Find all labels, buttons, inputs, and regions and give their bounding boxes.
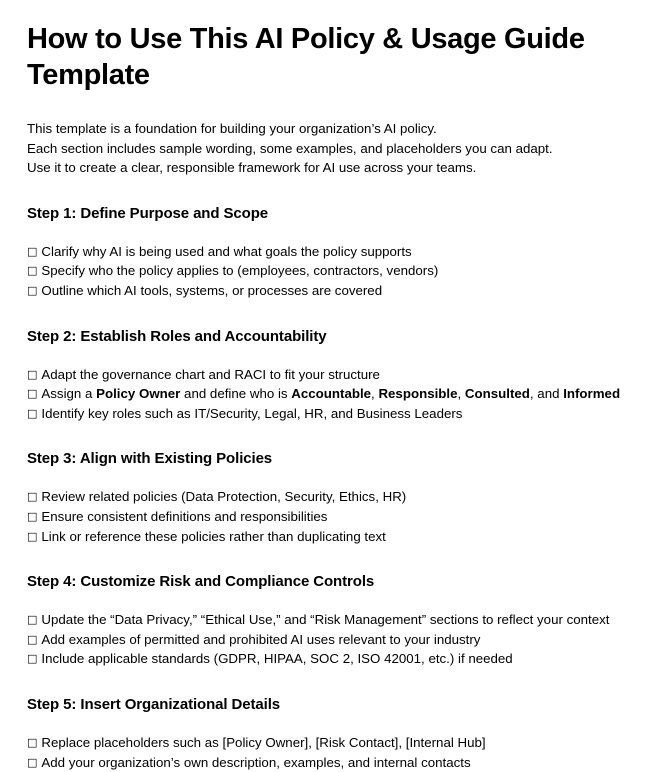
checkbox-icon[interactable]: □ [27, 632, 38, 646]
step-heading: Step 4: Customize Risk and Compliance Controls [27, 573, 375, 591]
step-section [27, 572, 622, 669]
checklist-item-label: Clarify why AI is being used and what goals the policy supports [41, 243, 412, 259]
checklist-item[interactable] [27, 649, 622, 669]
checklist-item[interactable] [27, 753, 622, 772]
checklist [27, 365, 622, 424]
checklist [27, 610, 622, 669]
checkbox-icon[interactable]: □ [27, 244, 38, 258]
page-title: How to Use This AI Policy & Usage Guide Template [27, 23, 585, 91]
checkbox-icon[interactable]: □ [27, 755, 38, 769]
checkbox-icon[interactable]: □ [27, 613, 38, 627]
checklist-item-label: Identify key roles such as IT/Security, Legal, HR, and Business Leaders [41, 405, 463, 421]
checkbox-icon[interactable]: □ [27, 387, 38, 401]
step-section [27, 695, 622, 772]
checklist-item[interactable] [27, 630, 622, 650]
checklist-item[interactable] [27, 404, 622, 424]
checklist-item[interactable] [27, 365, 622, 385]
checkbox-icon[interactable]: □ [27, 490, 38, 504]
checkbox-icon[interactable]: □ [27, 367, 38, 381]
checklist-item[interactable] [27, 281, 622, 301]
checkbox-icon[interactable]: □ [27, 735, 38, 749]
checklist-item[interactable] [27, 527, 622, 547]
checklist-item-label: Link or reference these policies rather than duplicating text [41, 528, 386, 544]
step-heading: Step 2: Establish Roles and Accountability [27, 327, 327, 345]
checklist-item-label: Assign a Policy Owner and define who is Accountable, Responsible, Consulted, and Informed [41, 386, 621, 402]
step-heading: Step 1: Define Purpose and Scope [27, 204, 269, 222]
intro-line: This template is a foundation for building your organization’s AI policy. [27, 121, 437, 137]
checklist [27, 487, 622, 546]
checklist-item-label: Review related policies (Data Protection, Security, Ethics, HR) [41, 489, 407, 505]
checklist-item-label: Add examples of permitted and prohibited AI uses relevant to your industry [41, 631, 481, 647]
step-heading: Step 5: Insert Organizational Details [27, 695, 281, 713]
step-section [27, 327, 622, 424]
checklist-item-label: Adapt the governance chart and RACI to fit your structure [41, 366, 380, 382]
checklist-item-label: Replace placeholders such as [Policy Owner], [Risk Contact], [Internal Hub] [41, 734, 486, 750]
checkbox-icon[interactable]: □ [27, 529, 38, 543]
sections-container [27, 204, 622, 772]
checklist-item[interactable] [27, 507, 622, 527]
checkbox-icon[interactable]: □ [27, 284, 38, 297]
checklist-item-label: Outline which AI tools, systems, or processes are covered [41, 283, 383, 298]
checklist-item[interactable] [27, 733, 622, 753]
intro-paragraph [27, 119, 622, 178]
checklist-item-label: Ensure consistent definitions and responsibilities [41, 508, 328, 524]
intro-line: Each section includes sample wording, some examples, and placeholders you can adapt. [27, 140, 553, 156]
checklist [27, 733, 622, 772]
checkbox-icon[interactable]: □ [27, 264, 38, 278]
checklist-item[interactable] [27, 242, 622, 262]
checklist-item-label: Update the “Data Privacy,” “Ethical Use,” and “Risk Management” sections to reflect your context [41, 612, 610, 628]
checklist-item[interactable] [27, 261, 622, 281]
checklist-item[interactable] [27, 487, 622, 507]
step-heading: Step 3: Align with Existing Policies [27, 450, 273, 468]
checklist-item-label: Add your organization’s own description, examples, and internal contacts [41, 754, 471, 770]
step-section [27, 204, 622, 301]
checklist [27, 242, 622, 301]
step-section [27, 449, 622, 546]
checkbox-icon[interactable]: □ [27, 406, 38, 420]
checkbox-icon[interactable]: □ [27, 509, 38, 523]
checklist-item-label: Include applicable standards (GDPR, HIPAA, SOC 2, ISO 42001, etc.) if needed [41, 651, 513, 667]
checkbox-icon[interactable]: □ [27, 652, 38, 666]
checklist-item-label: Specify who the policy applies to (employees, contractors, vendors) [41, 263, 439, 279]
checklist-item[interactable] [27, 384, 622, 404]
intro-line: Use it to create a clear, responsible framework for AI use across your teams. [27, 160, 477, 176]
checklist-item[interactable] [27, 610, 622, 630]
